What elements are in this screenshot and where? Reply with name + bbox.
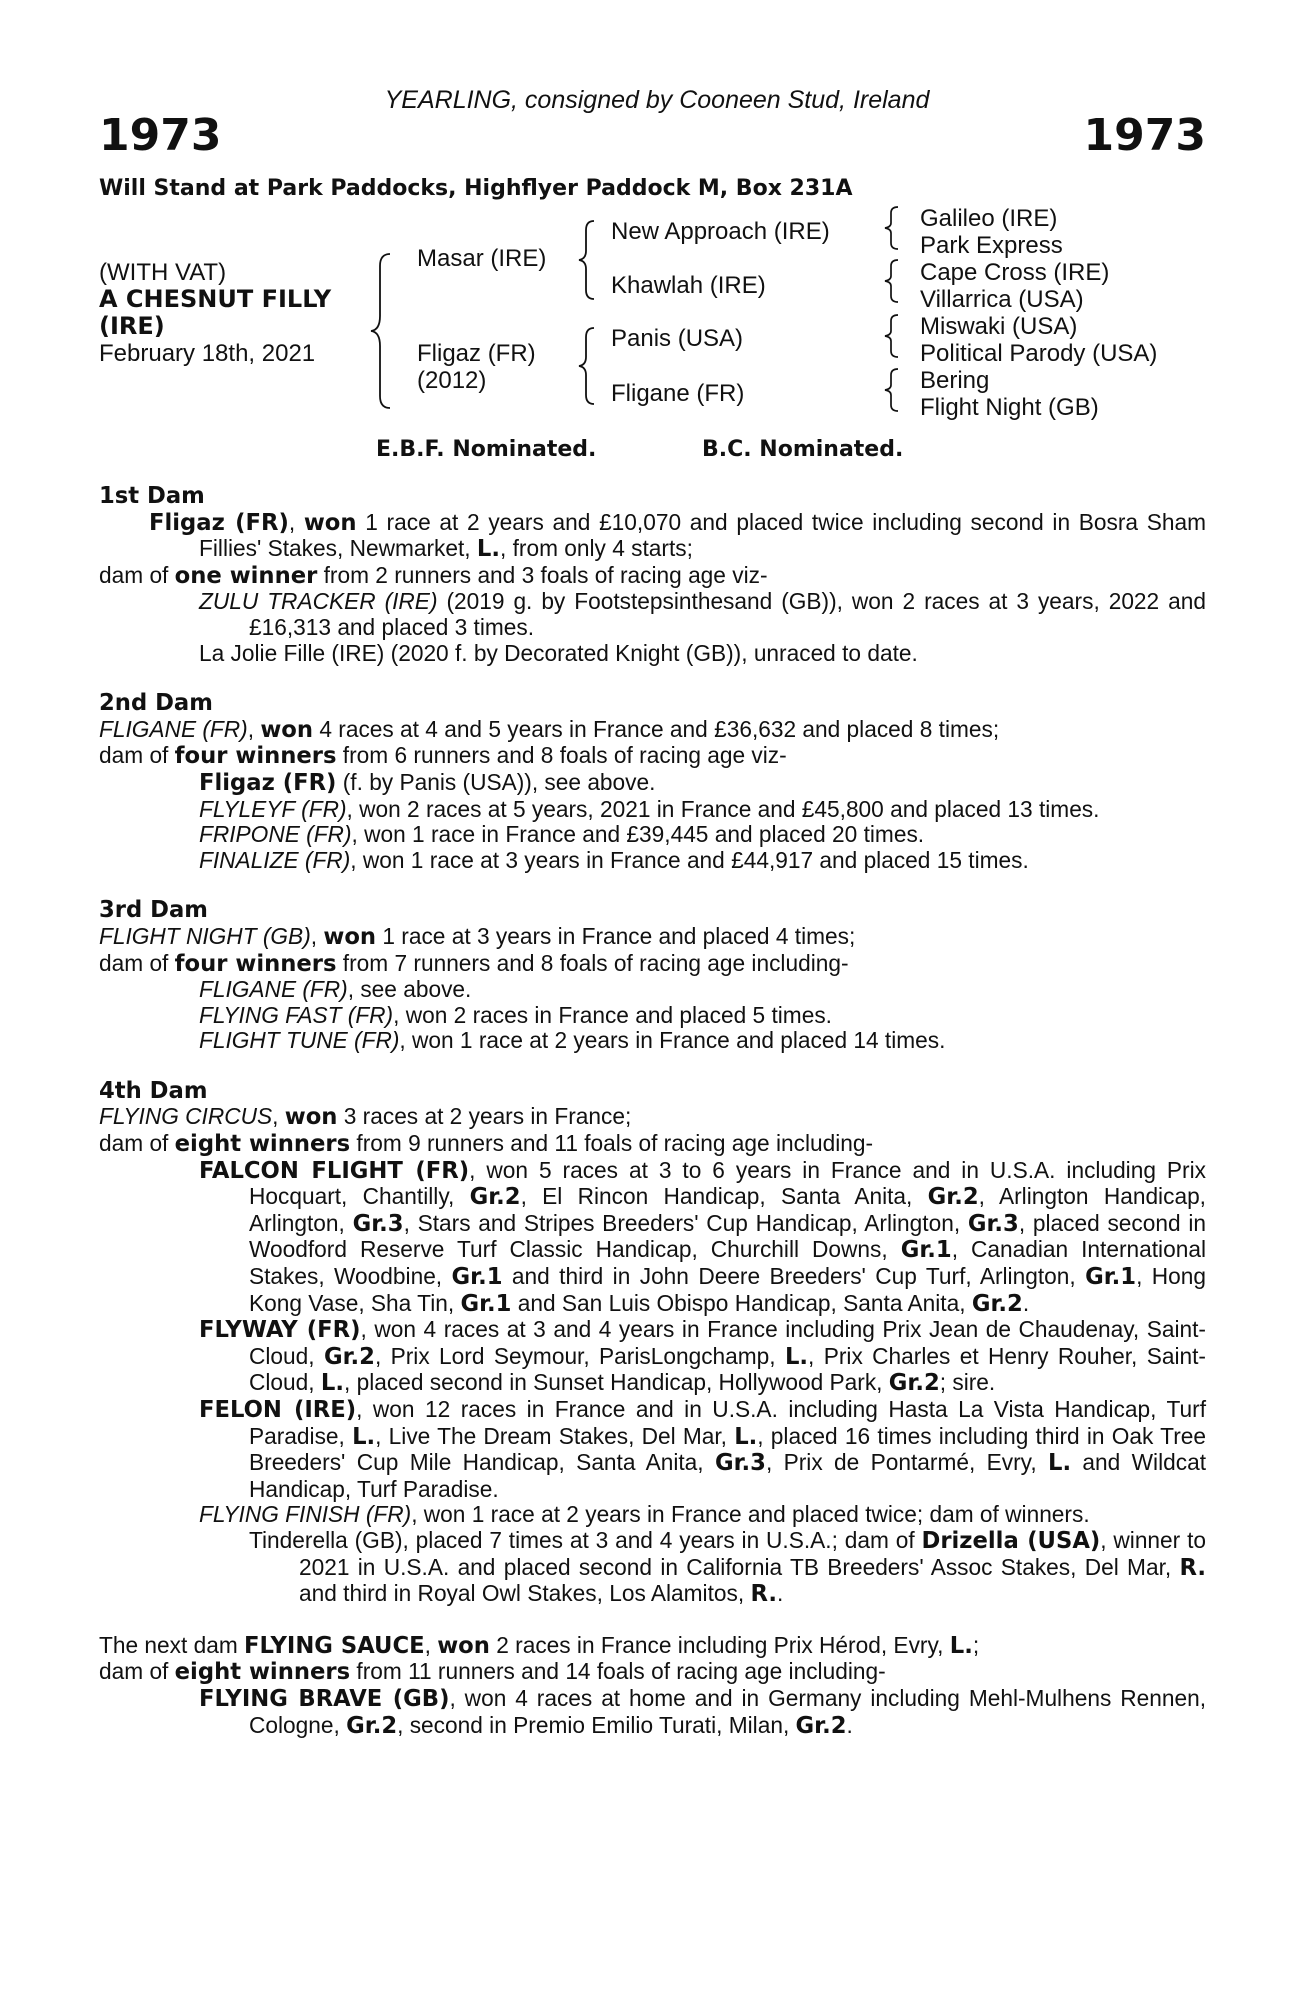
- pedigree-brace-ggp2: [882, 258, 902, 304]
- section-title: 4th Dam: [99, 1077, 208, 1104]
- dam-record: FLIGANE (FR), won 4 races at 4 and 5 years in France and £36,632 and placed 8 times;: [99, 715, 1000, 743]
- dam-record: The next dam FLYING SAUCE, won 2 races in France including Prix Hérod, Evry, L.;: [99, 1631, 980, 1659]
- grandprogeny-entry: Tinderella (GB), placed 7 times at 3 and 4 years in U.S.A.; dam of Drizella (USA), winner to 2021 in U.S.A. and placed second in California TB Breeders' Assoc Stakes, Del Mar, R. and third in Royal Owl Stakes, Los Alamitos, R..: [249, 1526, 1206, 1608]
- dam-record: Fligaz (FR), won 1 race at 2 years and £10,070 and placed twice including second in Bosra Sham Fillies' Stakes, Newmarket, L., from only 4 starts;: [149, 508, 1206, 563]
- dam-of-line: dam of four winners from 7 runners and 8 foals of racing age including-: [99, 949, 849, 977]
- stand-location: Will Stand at Park Paddocks, Highflyer Paddock M, Box 231A: [99, 176, 853, 201]
- horse-country: (IRE): [99, 312, 165, 340]
- ggp-1: Galileo (IRE): [920, 205, 1058, 232]
- progeny-entry: FALCON FLIGHT (FR), won 5 races at 3 to 6 years in France and in U.S.A. including Prix Hocquart, Chantilly, Gr.2, El Rincon Handicap, Santa Anita, Gr.2, Arlington Handicap, Arlington, Gr.3, Stars and Stripes Breeders' Cup Handicap, Arlington, Gr.3, placed second in Woodford Reserve Turf Classic Handicap, Churchill Downs, Gr.1, Canadian International Stakes, Woodbine, Gr.1 and third in John Deere Breeders' Cup Turf, Arlington, Gr.1, Hong Kong Vase, Sha Tin, Gr.1 and San Luis Obispo Handicap, Santa Anita, Gr.2.: [199, 1156, 1206, 1317]
- dam-of-line: dam of one winner from 2 runners and 3 foals of racing age viz-: [99, 561, 768, 589]
- dam: Fligaz (FR): [417, 340, 536, 367]
- progeny-entry: FLYLEYF (FR), won 2 races at 5 years, 2021 in France and £45,800 and placed 13 times.: [199, 795, 1100, 822]
- dam-of-line: dam of four winners from 6 runners and 8 foals of racing age viz-: [99, 742, 787, 770]
- ggp-2: Park Express: [920, 232, 1063, 259]
- progeny-entry: FLYWAY (FR), won 4 races at 3 and 4 years in France including Prix Jean de Chaudenay, Saint-Cloud, Gr.2, Prix Lord Seymour, ParisLongchamp, L., Prix Charles et Henry Rouher, Saint-Cloud, L., placed second in Sunset Handicap, Hollywood Park, Gr.2; sire.: [199, 1316, 1206, 1397]
- progeny-entry: FELON (IRE), won 12 races in France and in U.S.A. including Hasta La Vista Handicap, Turf Paradise, L., Live The Dream Stakes, Del Mar, L., placed 16 times including third in Oak Tree Breeders' Cup Mile Handicap, Santa Anita, Gr.3, Prix de Pontarmé, Evry, L. and Wildcat Handicap, Turf Paradise.: [199, 1396, 1207, 1502]
- lot-number-left: 1973: [99, 110, 222, 161]
- dam-record: FLIGHT NIGHT (GB), won 1 race at 3 years in France and placed 4 times;: [99, 922, 856, 950]
- dam-dam: Fligane (FR): [611, 380, 745, 407]
- progeny-entry: Fligaz (FR) (f. by Panis (USA)), see above.: [199, 768, 656, 796]
- vat-note: (WITH VAT): [99, 259, 227, 286]
- dam-of-line: dam of eight winners from 11 runners and 14 foals of racing age including-: [99, 1658, 886, 1686]
- horse-name: A CHESNUT FILLY: [99, 285, 332, 313]
- dam-year: (2012): [417, 367, 487, 394]
- progeny-entry: ZULU TRACKER (IRE) (2019 g. by Footstepsinthesand (GB)), won 2 races at 3 years, 2022 and £16,313 and placed 3 times.: [199, 588, 1206, 640]
- section-title: 2nd Dam: [99, 690, 213, 717]
- third-dam-section: [99, 898, 1206, 1054]
- pedigree-brace-ggp4: [882, 367, 902, 413]
- consignment-line: YEARLING, consigned by Cooneen Stud, Ireland: [384, 86, 930, 114]
- dam-sire: Panis (USA): [611, 325, 744, 352]
- ggp-6: Political Parody (USA): [920, 340, 1158, 367]
- next-dam-section: [99, 1633, 1206, 1739]
- sire-dam: Khawlah (IRE): [611, 272, 766, 299]
- progeny-entry: FLYING FAST (FR), won 2 races in France and placed 5 times.: [199, 1001, 832, 1028]
- dam-record: FLYING CIRCUS, won 3 races at 2 years in France;: [99, 1103, 632, 1131]
- bc-nomination: B.C. Nominated.: [702, 437, 904, 462]
- progeny-entry: FLYING BRAVE (GB), won 4 races at home and in Germany including Mehl-Mulhens Rennen, Cologne, Gr.2, second in Premio Emilio Turati, Milan, Gr.2.: [199, 1684, 1207, 1739]
- sire: Masar (IRE): [417, 245, 547, 272]
- progeny-entry: FRIPONE (FR), won 1 race in France and £39,445 and placed 20 times.: [199, 821, 925, 848]
- section-title: 1st Dam: [99, 483, 205, 509]
- pedigree-brace-dam: [576, 326, 598, 406]
- progeny-entry: La Jolie Fille (IRE) (2020 f. by Decorated Knight (GB)), unraced to date.: [199, 639, 918, 666]
- foaling-date: February 18th, 2021: [99, 340, 316, 367]
- progeny-entry: FLYING FINISH (FR), won 1 race at 2 years in France and placed twice; dam of winners.: [199, 1501, 1090, 1528]
- pedigree-notes: [99, 484, 1206, 1739]
- pedigree-brace-ggp3: [882, 313, 902, 359]
- pedigree-brace-ggp1: [882, 205, 902, 251]
- progeny-entry: FLIGANE (FR), see above.: [199, 976, 472, 1003]
- ggp-4: Villarrica (USA): [920, 286, 1084, 313]
- ebf-nomination: E.B.F. Nominated.: [376, 437, 597, 462]
- ggp-3: Cape Cross (IRE): [920, 259, 1110, 286]
- dam-of-line: dam of eight winners from 9 runners and 11 foals of racing age including-: [99, 1130, 874, 1158]
- ggp-7: Bering: [920, 367, 990, 394]
- sire-sire: New Approach (IRE): [611, 218, 830, 245]
- pedigree-brace-sire: [576, 219, 598, 301]
- fourth-dam-section: [99, 1079, 1206, 1608]
- ggp-8: Flight Night (GB): [920, 394, 1099, 421]
- progeny-entry: FLIGHT TUNE (FR), won 1 race at 2 years in France and placed 14 times.: [199, 1027, 946, 1054]
- ggp-5: Miswaki (USA): [920, 313, 1078, 340]
- lot-number-right: 1973: [1083, 110, 1206, 161]
- second-dam-section: [99, 691, 1206, 873]
- progeny-entry: FINALIZE (FR), won 1 race at 3 years in France and £44,917 and placed 15 times.: [199, 846, 1029, 873]
- first-dam-section: [99, 484, 1206, 666]
- section-title: 3rd Dam: [99, 897, 208, 924]
- pedigree-brace-main: [368, 252, 394, 410]
